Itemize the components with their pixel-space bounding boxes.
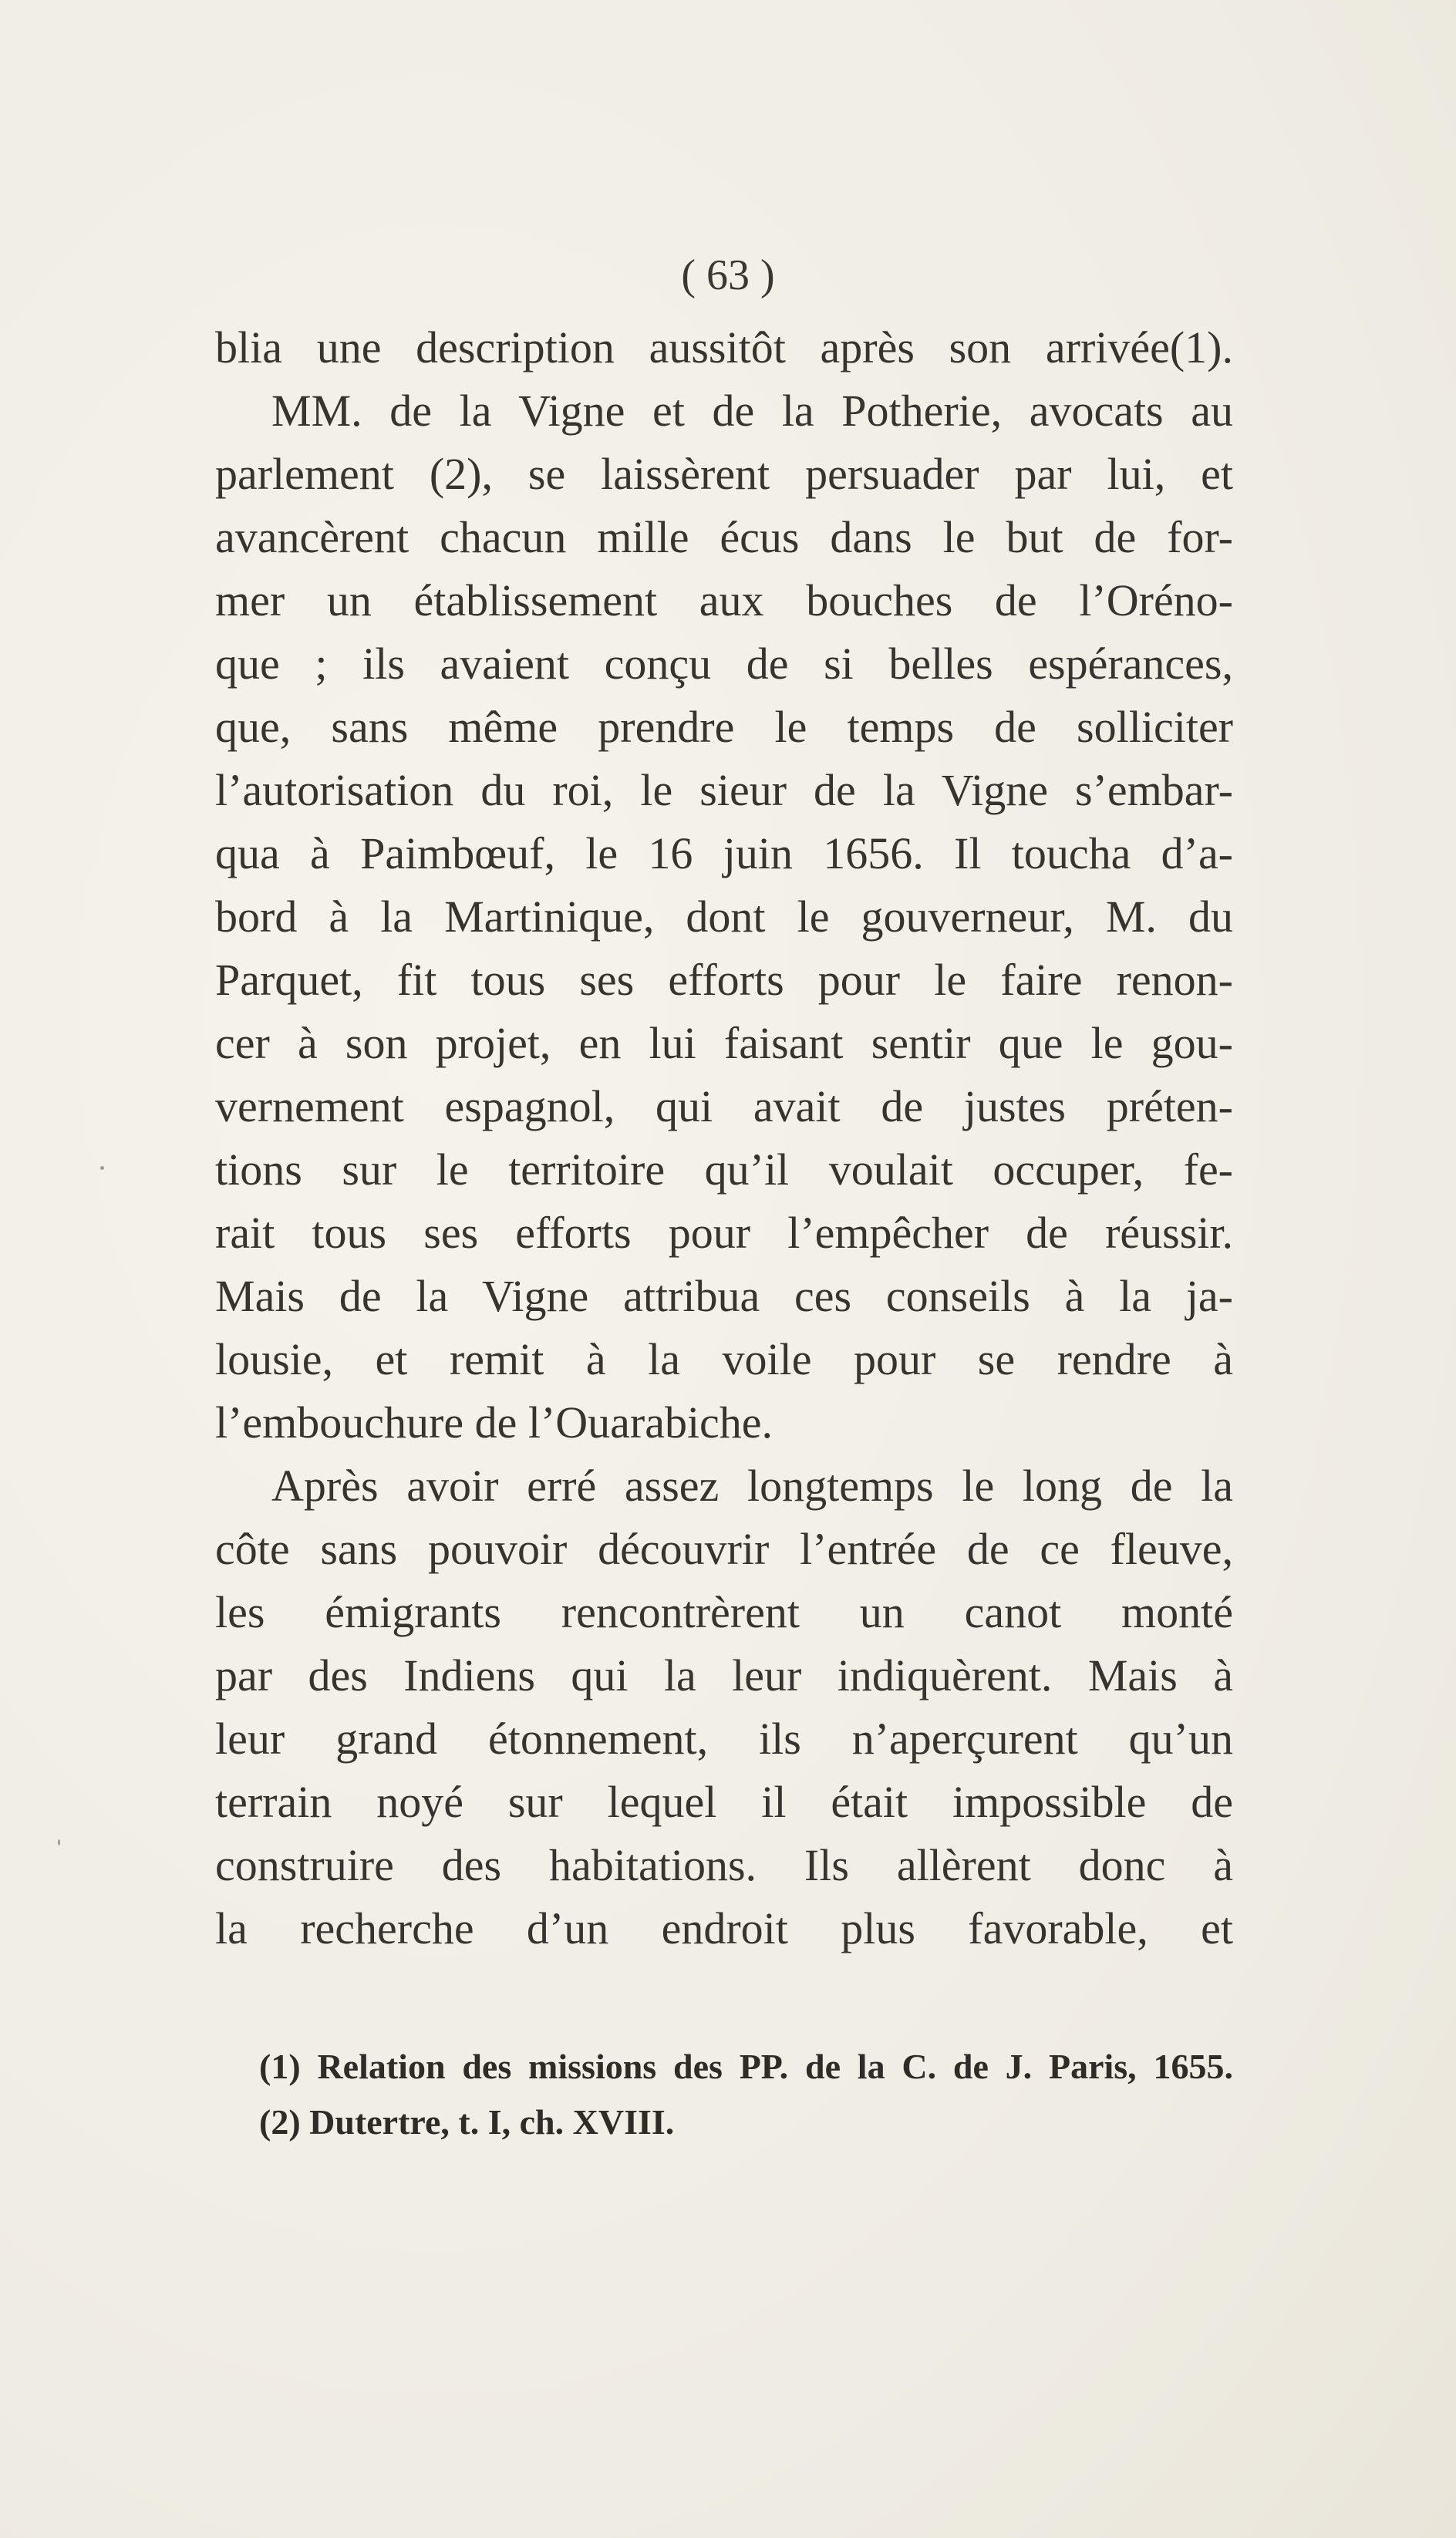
paper-speck: [100, 1166, 104, 1170]
text-line: Mais de la Vigne attribua ces conseils à la ja-: [215, 1271, 1233, 1321]
text-line: l’autorisation du roi, le sieur de la Vigne s’embar-: [215, 765, 1233, 815]
body-text: [215, 316, 1233, 1960]
text-line: parlement (2), se laissèrent persuader par lui, et: [215, 449, 1233, 499]
footnote-2: (2) Dutertre, t. I, ch. XVIII.: [259, 2102, 675, 2142]
text-line: MM. de la Vigne et de la Potherie, avocats au: [271, 386, 1233, 436]
paper-speck: [58, 1839, 60, 1845]
text-line: avancèrent chacun mille écus dans le but de for-: [215, 512, 1233, 562]
text-line: leur grand étonnement, ils n’aperçurent qu’un: [215, 1714, 1233, 1764]
page-number: ( 63 ): [681, 251, 775, 299]
footnotes: [259, 2039, 1233, 2150]
text-line: que, sans même prendre le temps de solliciter: [215, 702, 1233, 752]
text-line: la recherche d’un endroit plus favorable, et: [215, 1903, 1233, 1953]
text-line: vernement espagnol, qui avait de justes préten-: [215, 1081, 1233, 1131]
text-line: qua à Paimbœuf, le 16 juin 1656. Il toucha d’a-: [215, 828, 1233, 878]
text-line: mer un établissement aux bouches de l’Oréno-: [215, 575, 1233, 625]
text-line: construire des habitations. Ils allèrent donc à: [215, 1840, 1233, 1890]
text-line: que ; ils avaient conçu de si belles espérances,: [215, 639, 1233, 689]
footnote-1: (1) Relation des missions des PP. de la C. de J. Paris, 1655.: [259, 2047, 1233, 2086]
text-line: les émigrants rencontrèrent un canot monté: [215, 1587, 1233, 1637]
text-line: côte sans pouvoir découvrir l’entrée de ce fleuve,: [215, 1524, 1233, 1574]
text-line: Après avoir erré assez longtemps le long de la: [271, 1461, 1233, 1511]
text-line: tions sur le territoire qu’il voulait occuper, fe-: [215, 1144, 1233, 1195]
text-line: bord à la Martinique, dont le gouverneur, M. du: [215, 892, 1233, 942]
text-line: l’embouchure de l’Ouarabiche.: [215, 1397, 774, 1448]
text-line: lousie, et remit à la voile pour se rendre à: [215, 1334, 1233, 1384]
text-line: cer à son projet, en lui faisant sentir que le gou-: [215, 1018, 1233, 1068]
text-line: Parquet, fit tous ses efforts pour le faire renon-: [215, 955, 1233, 1005]
text-line: par des Indiens qui la leur indiquèrent. Mais à: [215, 1650, 1233, 1700]
text-line: rait tous ses efforts pour l’empêcher de réussir.: [215, 1208, 1233, 1258]
text-line: blia une description aussitôt après son arrivée(1).: [215, 322, 1233, 372]
text-line: terrain noyé sur lequel il était impossible de: [215, 1777, 1233, 1827]
